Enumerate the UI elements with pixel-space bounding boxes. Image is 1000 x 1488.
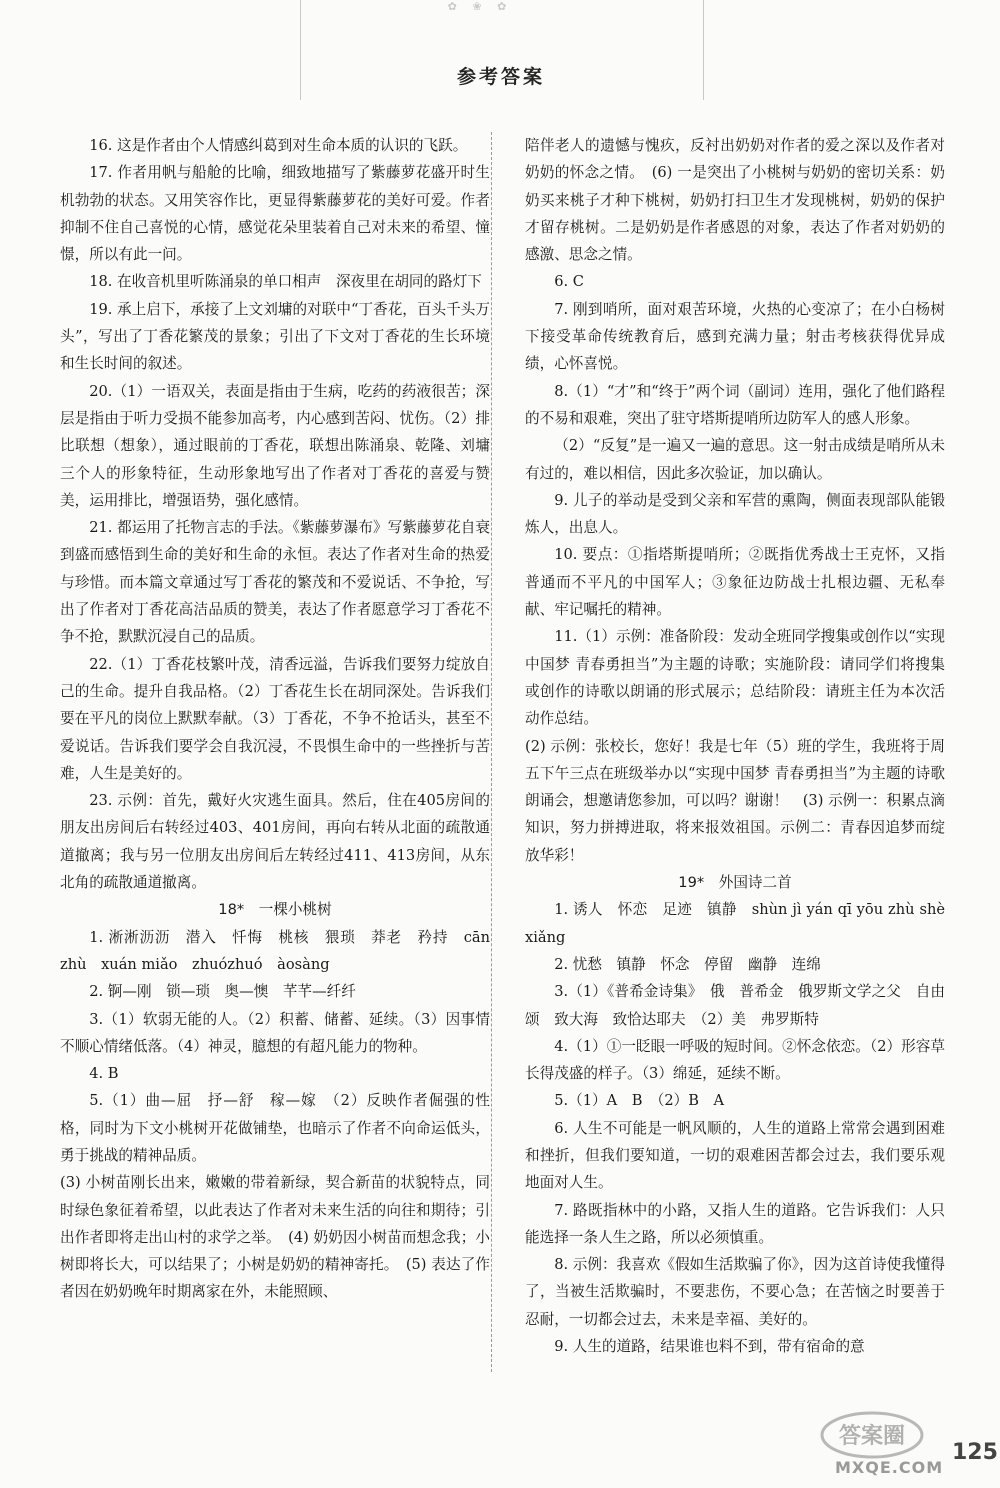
answer-paragraph: 7. 刚到哨所，面对艰苦环境，火热的心变凉了；在小白杨树下接受革命传统教育后，感到充满力量；射击考核获得优异成绩，心怀喜悦。 <box>525 300 945 373</box>
answer-paragraph: 6. 人生不可能是一帆风顺的，人生的道路上常常会遇到困难和挫折，但我们要知道，一切的艰难困苦都会过去，我们要乐观地面对人生。 <box>525 1119 945 1192</box>
answer-paragraph: 19. 承上启下，承接了上文刘墉的对联中“丁香花，百头千头万头”，写出了丁香花繁茂的景象；引出了下文对丁香花的生长环境和生长时间的叙述。 <box>60 300 490 373</box>
answer-paragraph: 9. 儿子的举动是受到父亲和军营的熏陶，侧面表现部队能锻炼人，出息人。 <box>525 491 945 537</box>
answer-paragraph: 3.（1）软弱无能的人。（2）积蓄、储蓄、延续。（3）因事情不顺心情绪低落。（4）神灵，臆想的有超凡能力的物种。 <box>60 1010 490 1055</box>
answer-paragraph: 陪伴老人的遗憾与愧疚，反衬出奶奶对作者的爱之深以及作者对奶奶的怀念之情。 (6) 一是突出了小桃树与奶奶的密切关系：奶奶买来桃子才种下桃树，奶奶打扫卫生才发现桃树，奶奶的保护才留存桃树。二是奶奶是作者感恩的对象，表达了作者对奶奶的感激、思念之情。 <box>525 137 945 264</box>
svg-text:答案圈: 答案圈 <box>838 1424 906 1449</box>
page-title: 参考答案 <box>456 66 545 88</box>
answer-paragraph: 1. 诱人 怀恋 足迹 镇静 shùn jì yán qī yōu zhù shè xiǎng <box>525 901 945 946</box>
answer-paragraph: 5.（1）A B （2）B A <box>554 1092 725 1110</box>
right-column <box>525 132 945 1360</box>
section-title: 18* 一棵小桃树 <box>218 901 332 919</box>
answer-paragraph: 5.（1）曲—屈 抒—舒 稼—嫁 （2）反映作者倔强的性格，同时为下文小桃树开花做铺垫，也暗示了作者不向命运低头，勇于挑战的精神品质。 <box>60 1092 490 1164</box>
answer-paragraph: 6. C <box>554 273 584 291</box>
answer-paragraph: 21. 都运用了托物言志的手法。《紫藤萝瀑布》写紫藤萝花自衰到盛而感悟到生命的美好和生命的永恒。表达了作者对生命的热爱与珍惜。而本篇文章通过写丁香花的繁茂和不爱说话、不争抢，写出了作者对丁香花高洁品质的赞美，表达了作者愿意学习丁香花不争不抢，默默沉浸自己的品质。 <box>60 519 490 646</box>
column-divider <box>491 132 492 1372</box>
answer-paragraph: 3.（1）《普希金诗集》 俄 普希金 俄罗斯文学之父 自由颂 致大海 致恰达耶夫 （2）美 弗罗斯特 <box>525 983 945 1028</box>
header-decoration: ✿ ❀ ✿ <box>447 0 513 13</box>
answer-paragraph: 18. 在收音机里听陈涌泉的单口相声 深夜里在胡同的路灯下 <box>89 273 482 291</box>
answer-paragraph: 4.（1）①一眨眼一呼吸的短时间。②怀念依恋。（2）形容草长得茂盛的样子。（3）绵延，延续不断。 <box>525 1037 945 1083</box>
answer-paragraph: 10. 要点：①指塔斯提哨所；②既指优秀战士王克怀，又指普通而不平凡的中国军人；③象征边防战士扎根边疆、无私奉献、牢记嘱托的精神。 <box>525 546 945 619</box>
answer-paragraph: 4. B <box>89 1065 119 1083</box>
answer-paragraph: 16. 这是作者由个人情感纠葛到对生命本质的认识的飞跃。 <box>89 137 468 154</box>
answer-paragraph: （2）“反复”是一遍又一遍的意思。这一射击成绩是哨所从未有过的，难以相信，因此多次验证，加以确认。 <box>525 437 945 482</box>
answer-paragraph: 7. 路既指林中的小路，又指人生的道路。它告诉我们：人只能选择一条人生之路，所以必须慎重。 <box>525 1201 945 1246</box>
answer-paragraph: 2. 忧愁 镇静 怀念 停留 幽静 连绵 <box>554 955 821 973</box>
page-number: 125 <box>952 1440 998 1465</box>
watermark-text: MXQE.COM <box>835 1458 944 1477</box>
answer-paragraph: 11.（1）示例：准备阶段：发动全班同学搜集或创作以“实现中国梦 青春勇担当”为主题的诗歌；实施阶段：请同学们将搜集或创作的诗歌以朗诵的形式展示；总结阶段：请班主任为本次活动作总结。 <box>525 628 945 728</box>
answer-paragraph: (3) 小树苗刚长出来，嫩嫩的带着新绿，契合新苗的状貌特点，同时绿色象征着希望，以此表达了作者对未来生活的向往和期待；引出作者即将走出山村的求学之举。 (4) 奶奶因小树苗而想念我；小树即将长大，可以结果了；小树是奶奶的精神寄托。 (5) 表达了作者因在奶奶晚年时期离家在外，未能照顾、 <box>60 1174 490 1301</box>
answer-paragraph: 8. 示例：我喜欢《假如生活欺骗了你》，因为这首诗使我懂得了，当被生活欺骗时，不要悲伤，不要心急；在苦恼之时要善于忍耐，一切都会过去，未来是幸福、美好的。 <box>525 1256 945 1328</box>
answer-paragraph: 1. 淅淅沥沥 潜入 忏悔 桃核 猥琐 莽老 矜持 cān zhù xuán miǎo zhuózhuó àosàng <box>60 928 490 973</box>
answer-paragraph: 2. 锕—刚 锁—琐 奥—懊 芊芊—纤纤 <box>89 983 356 1001</box>
answer-paragraph: 20.（1）一语双关，表面是指由于生病，吃药的药液很苦；深层是指由于听力受损不能参加高考，内心感到苦闷、忧伤。（2）排比联想（想象），通过眼前的丁香花，联想出陈涌泉、乾隆、刘墉三个人的形象特征，生动形象地写出了作者对丁香花的喜爱与赞美，运用排比，增强语势，强化感情。 <box>60 382 490 509</box>
answer-paragraph: 9. 人生的道路，结果谁也料不到，带有宿命的意 <box>554 1338 865 1356</box>
section-title: 19* 外国诗二首 <box>678 874 792 892</box>
answer-paragraph: 22.（1）丁香花枝繁叶茂，清香远溢，告诉我们要努力绽放自己的生命。提升自我品格。（2）丁香花生长在胡同深处。告诉我们要在平凡的岗位上默默奉献。（3）丁香花，不争不抢话头，甚至不爱说话。告诉我们要学会自我沉浸，不畏惧生命中的一些挫折与苦难，人生是美好的。 <box>60 655 490 782</box>
answer-paragraph: 23. 示例：首先，戴好火灾逃生面具。然后，住在405房间的朋友出房间后右转经过403、401房间，再向右转从北面的疏散通道撤离；我与另一位朋友出房间后左转经过411、413房间，从东北角的疏散通道撤离。 <box>60 792 490 892</box>
answer-paragraph: (2) 示例：张校长，您好！我是七年（5）班的学生，我班将于周五下午三点在班级举办以“实现中国梦 青春勇担当”为主题的诗歌朗诵会，想邀请您参加，可以吗？谢谢！ (3) 示例一：积累点滴知识，努力拼搏进取，将来报效祖国。示例二：青春因追梦而绽放华彩！ <box>525 737 945 864</box>
answer-paragraph: 17. 作者用帆与船舱的比喻，细致地描写了紫藤萝花盛开时生机勃勃的状态。又用笑容作比，更显得紫藤萝花的美好可爱。作者抑制不住自己喜悦的心情，感觉花朵里装着自己对未来的希望、憧憬，所以有此一问。 <box>60 164 490 264</box>
answer-paragraph: 8.（1）“才”和“终于”两个词（副词）连用，强化了他们路程的不易和艰难，突出了驻守塔斯提哨所边防军人的感人形象。 <box>525 382 945 427</box>
left-column <box>60 132 490 1306</box>
